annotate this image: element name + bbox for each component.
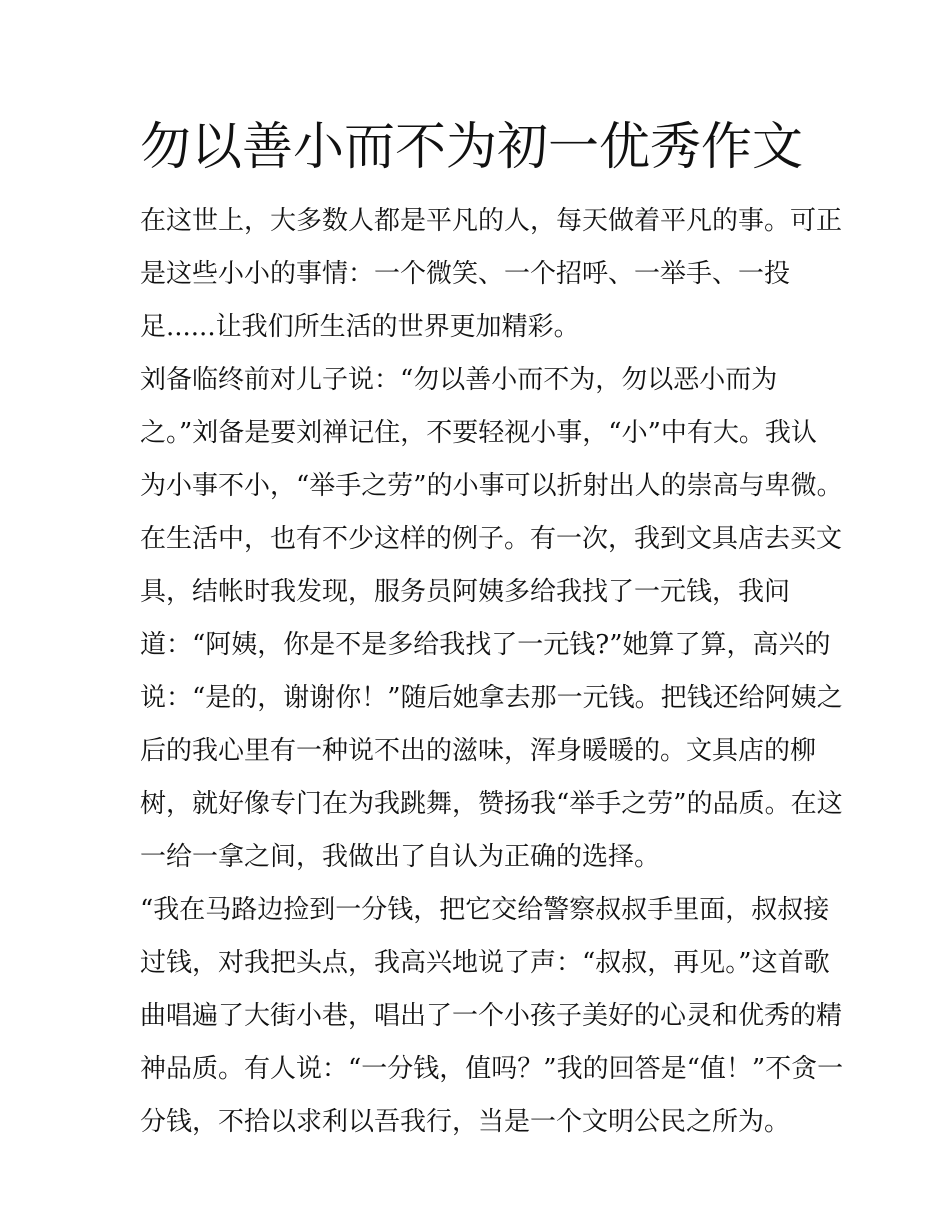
text-line: 曲唱遍了大街小巷，唱出了一个小孩子美好的心灵和优秀的精 [140,1001,843,1031]
page-title: 勿以善小而不为初一优秀作文 [140,118,804,177]
text-line: 一给一拿之间，我做出了自认为正确的选择。 [140,842,661,872]
text-line: 分钱，不拾以求利以吾我行，当是一个文明公民之所为。 [140,1107,791,1137]
text-line: 是这些小小的事情：一个微笑、一个招呼、一举手、一投 [140,259,791,289]
text-line: “我在马路边捡到一分钱，把它交给警察叔叔手里面，叔叔接 [140,895,830,925]
text-line: 神品质。有人说：“一分钱，值吗？”我的回答是“值！”不贪一 [140,1054,844,1084]
text-line: 道：“阿姨，你是不是多给我找了一元钱?”她算了算，高兴的 [140,630,831,660]
text-line: 具，结帐时我发现，服务员阿姨多给我找了一元钱，我问 [140,577,791,607]
text-line: 足......让我们所生活的世界更加精彩。 [140,312,580,342]
text-line: 之。”刘备是要刘禅记住，不要轻视小事，“小”中有大。我认 [140,418,817,448]
essay-body [140,195,844,1149]
text-line: 说：“是的，谢谢你！”随后她拿去那一元钱。把钱还给阿姨之 [140,683,843,713]
text-line: 后的我心里有一种说不出的滋味，浑身暖暖的。文具店的柳 [140,736,817,766]
text-line: 为小事不小，“举手之劳”的小事可以折射出人的崇高与卑微。 [140,471,843,501]
text-line: 过钱，对我把头点，我高兴地说了声：“叔叔，再见。”这首歌 [140,948,830,978]
text-line: 树，就好像专门在为我跳舞，赞扬我“举手之劳”的品质。在这 [140,789,843,819]
text-line: 在生活中，也有不少这样的例子。有一次，我到文具店去买文 [140,524,843,554]
text-line: 刘备临终前对儿子说：“勿以善小而不为，勿以恶小而为 [140,365,778,395]
text-line: 在这世上，大多数人都是平凡的人，每天做着平凡的事。可正 [140,206,843,236]
